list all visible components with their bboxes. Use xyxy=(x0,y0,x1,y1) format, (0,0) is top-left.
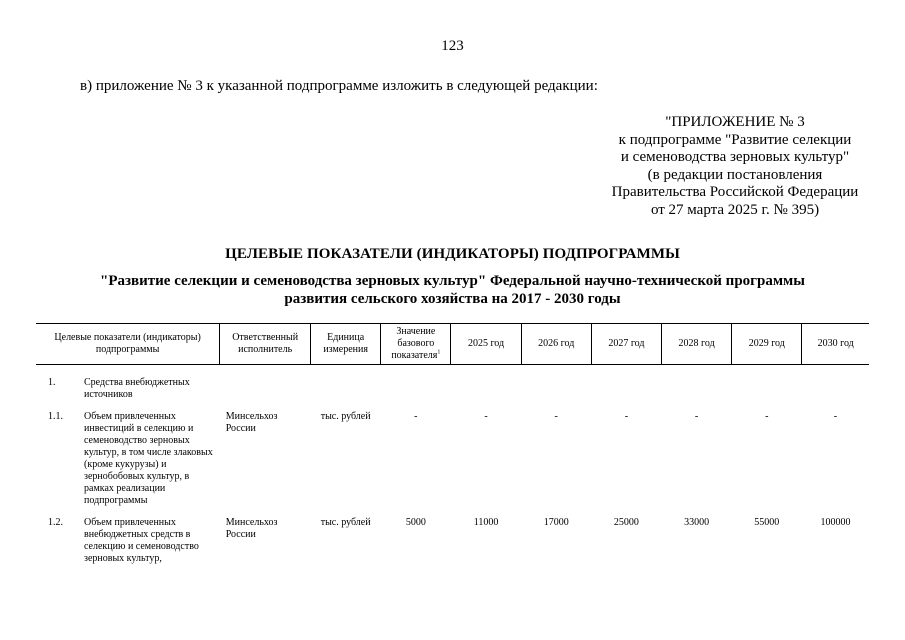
base-value-cell: - xyxy=(414,411,418,422)
indicator-cell xyxy=(36,517,220,565)
table-header-row xyxy=(36,324,869,365)
value-2029-cell: 55000 xyxy=(754,517,780,528)
spacer-cell xyxy=(36,365,869,378)
intro-line: в) приложение № 3 к указанной подпрограмме изложить в следующей редакции: xyxy=(80,78,598,94)
header-2027: 2027 год xyxy=(591,324,661,365)
value-2025-cell xyxy=(451,377,521,411)
appendix-line: и семеноводства зерновых культур" xyxy=(620,149,850,165)
indicator-inner xyxy=(38,377,218,401)
row-number: 1.2. xyxy=(48,517,63,528)
appendix-line: от 27 марта 2025 г. № 395) xyxy=(650,201,820,218)
unit-cell: тыс. рублей xyxy=(320,517,371,528)
header-unit: Единица измерения xyxy=(311,324,381,365)
value-2026-cell: 17000 xyxy=(543,517,569,528)
row-name: Объем привлеченных внебюджетных средств в селекцию и семеноводство зерновых культур, xyxy=(84,517,199,564)
executor-cell: Минсельхоз России xyxy=(225,517,278,540)
appendix-line: к подпрограмме "Развитие селекции xyxy=(618,131,852,148)
appendix-line: "ПРИЛОЖЕНИЕ № 3 xyxy=(665,114,805,130)
indicator-cell xyxy=(36,411,220,517)
appendix-line: (в редакции постановления xyxy=(647,166,823,183)
header-base-value xyxy=(381,324,451,365)
footnote-marker: 1 xyxy=(437,349,441,356)
base-value-cell xyxy=(381,377,451,411)
row-name: Средства внебюджетных источников xyxy=(84,377,190,400)
base-value-cell: 5000 xyxy=(405,517,426,528)
table-row xyxy=(36,517,869,565)
value-2028-cell: - xyxy=(694,411,699,422)
header-base-value-label: Значение базового показателя xyxy=(391,326,438,361)
header-2029: 2029 год xyxy=(732,324,802,365)
unit-cell: тыс. рублей xyxy=(320,411,371,422)
table-spacer xyxy=(36,365,869,378)
indicator-cell xyxy=(36,377,220,411)
indicators-table xyxy=(36,323,869,565)
value-2027-cell: 25000 xyxy=(613,517,639,528)
row-name: Объем привлеченных инвестиций в селекцию и семеноводство зерновых культур, в том числе злаковых (кроме кукурузы) и зернобобовых культур, в рамках реализации подпрограммы xyxy=(84,411,213,506)
page-number: 123 xyxy=(441,38,464,54)
value-2030-cell: 100000 xyxy=(820,517,851,528)
value-2030-cell xyxy=(802,377,869,411)
appendix-block xyxy=(600,114,870,219)
value-2027-cell: - xyxy=(624,411,629,422)
header-2026: 2026 год xyxy=(521,324,591,365)
document-subheading xyxy=(60,272,845,308)
header-executor: Ответственный исполнитель xyxy=(220,324,311,365)
table-row xyxy=(36,377,869,411)
indicator-inner xyxy=(38,517,218,565)
row-number: 1.1. xyxy=(48,411,63,422)
appendix-line: Правительства Российской Федерации xyxy=(611,184,859,200)
document-heading: ЦЕЛЕВЫЕ ПОКАЗАТЕЛИ (ИНДИКАТОРЫ) ПОДПРОГРАММЫ xyxy=(225,246,680,262)
subheading-line: развития сельского хозяйства на 2017 - 2030 годы xyxy=(284,291,621,307)
header-2025: 2025 год xyxy=(451,324,521,365)
value-2028-cell: 33000 xyxy=(684,517,710,528)
header-2028: 2028 год xyxy=(662,324,732,365)
value-2028-cell xyxy=(662,377,732,411)
value-2029-cell xyxy=(732,377,802,411)
subheading-line: "Развитие селекции и семеноводства зерновых культур" Федеральной научно-технической программы xyxy=(100,273,805,289)
value-2027-cell xyxy=(591,377,661,411)
executor-cell xyxy=(220,377,311,411)
value-2025-cell: - xyxy=(484,411,488,422)
unit-cell xyxy=(311,377,381,411)
value-2029-cell: - xyxy=(765,411,769,422)
value-2026-cell xyxy=(521,377,591,411)
value-2026-cell: - xyxy=(554,411,558,422)
row-number: 1. xyxy=(48,377,56,388)
value-2025-cell: 11000 xyxy=(473,517,499,528)
header-2030: 2030 год xyxy=(802,324,869,365)
header-indicator: Целевые показатели (индикаторы) подпрограммы xyxy=(36,324,220,365)
table-row xyxy=(36,411,869,517)
executor-cell: Минсельхоз России xyxy=(225,411,278,434)
indicator-inner xyxy=(38,411,218,507)
value-2030-cell: - xyxy=(833,411,838,422)
